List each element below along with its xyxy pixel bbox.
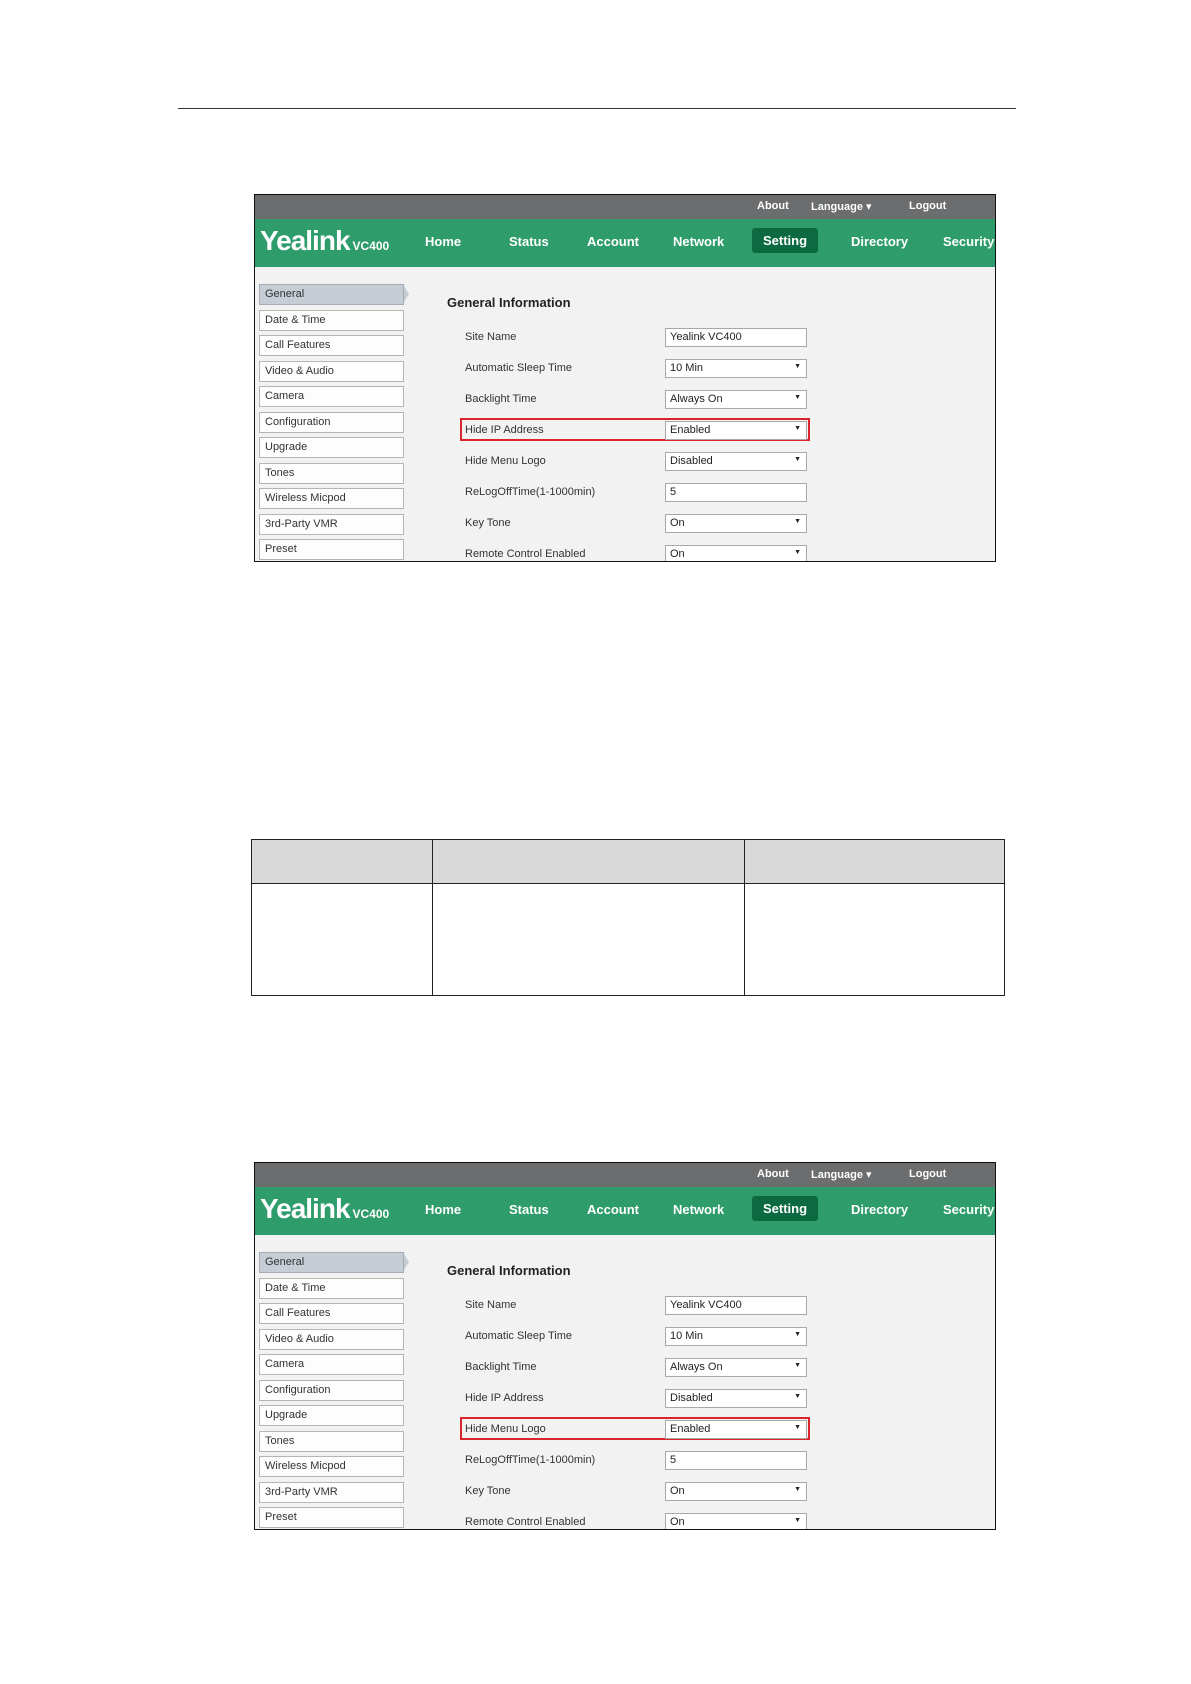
sidebar-item-preset[interactable]: Preset xyxy=(259,1507,404,1528)
label-relogofftime: ReLogOffTime(1-1000min) xyxy=(465,1454,596,1466)
main-nav xyxy=(255,1187,995,1235)
nav-directory[interactable]: Directory xyxy=(851,234,909,249)
table-header-cell xyxy=(745,840,1005,884)
table-header-cell xyxy=(252,840,433,884)
remote-control-enabled-select[interactable]: On ▼ xyxy=(665,545,807,562)
top-bar xyxy=(255,1163,995,1187)
nav-status[interactable]: Status xyxy=(509,1202,549,1217)
hide-menu-logo-select[interactable]: Enabled ▼ xyxy=(665,1420,807,1439)
sidebar-item-preset[interactable]: Preset xyxy=(259,539,404,560)
screenshot-hide-ip-address xyxy=(254,194,996,562)
site-name-input[interactable]: Yealink VC400 xyxy=(665,1296,807,1315)
backlight-time-select[interactable]: Always On ▼ xyxy=(665,390,807,409)
logout-link[interactable]: Logout xyxy=(909,200,947,212)
relogofftime-input[interactable]: 5 xyxy=(665,483,807,502)
label-site-name: Site Name xyxy=(465,331,517,343)
sidebar-item-call-features[interactable]: Call Features xyxy=(259,335,404,356)
site-name-input[interactable]: Yealink VC400 xyxy=(665,328,807,347)
screenshot-hide-menu-logo xyxy=(254,1162,996,1530)
section-title: General Information xyxy=(447,1263,571,1278)
sidebar-item-3rd-party-vmr[interactable]: 3rd-Party VMR xyxy=(259,514,404,535)
label-remote-control-enabled: Remote Control Enabled xyxy=(465,1516,586,1528)
sidebar-item-upgrade[interactable]: Upgrade xyxy=(259,437,404,458)
label-backlight-time: Backlight Time xyxy=(465,1361,537,1373)
hide-ip-address-select[interactable]: Enabled ▼ xyxy=(665,421,807,440)
relogofftime-input[interactable]: 5 xyxy=(665,1451,807,1470)
hide-ip-address-select[interactable]: Disabled ▼ xyxy=(665,1389,807,1408)
label-hide-menu-logo: Hide Menu Logo xyxy=(465,455,546,467)
sidebar-item-camera[interactable]: Camera xyxy=(259,1354,404,1375)
sidebar-item-general[interactable]: General xyxy=(259,1252,404,1273)
nav-setting[interactable]: Setting xyxy=(752,1196,818,1221)
label-relogofftime: ReLogOffTime(1-1000min) xyxy=(465,486,596,498)
about-link[interactable]: About xyxy=(757,1168,789,1180)
key-tone-select[interactable]: On ▼ xyxy=(665,514,807,533)
language-menu[interactable]: Language ▾ xyxy=(811,1169,872,1181)
label-remote-control-enabled: Remote Control Enabled xyxy=(465,548,586,560)
top-bar xyxy=(255,195,995,219)
label-hide-ip-address: Hide IP Address xyxy=(465,424,544,436)
sidebar-item-call-features[interactable]: Call Features xyxy=(259,1303,404,1324)
section-title: General Information xyxy=(447,295,571,310)
nav-home[interactable]: Home xyxy=(425,1202,462,1217)
label-site-name: Site Name xyxy=(465,1299,517,1311)
nav-setting[interactable]: Setting xyxy=(752,228,818,253)
automatic-sleep-time-select[interactable]: 10 Min ▼ xyxy=(665,1327,807,1346)
sidebar-item-general[interactable]: General xyxy=(259,284,404,305)
sidebar-item-configuration[interactable]: Configuration xyxy=(259,412,404,433)
nav-network[interactable]: Network xyxy=(673,234,725,249)
table-header-cell xyxy=(433,840,745,884)
nav-status[interactable]: Status xyxy=(509,234,549,249)
label-key-tone: Key Tone xyxy=(465,1485,511,1497)
table-cell xyxy=(745,884,1005,996)
automatic-sleep-time-select[interactable]: 10 Min ▼ xyxy=(665,359,807,378)
label-automatic-sleep-time: Automatic Sleep Time xyxy=(465,362,572,374)
sidebar-item-tones[interactable]: Tones xyxy=(259,463,404,484)
sidebar-item-date-time[interactable]: Date & Time xyxy=(259,310,404,331)
sidebar-item-upgrade[interactable]: Upgrade xyxy=(259,1405,404,1426)
sidebar-item-configuration[interactable]: Configuration xyxy=(259,1380,404,1401)
page-header-rule xyxy=(178,108,1016,109)
sidebar-item-video-audio[interactable]: Video & Audio xyxy=(259,361,404,382)
nav-security[interactable]: Security xyxy=(943,1202,995,1217)
nav-directory[interactable]: Directory xyxy=(851,1202,909,1217)
nav-network[interactable]: Network xyxy=(673,1202,725,1217)
table-cell xyxy=(433,884,745,996)
key-tone-select[interactable]: On ▼ xyxy=(665,1482,807,1501)
main-nav xyxy=(255,219,995,267)
remote-control-enabled-select[interactable]: On ▼ xyxy=(665,1513,807,1530)
label-hide-ip-address: Hide IP Address xyxy=(465,1392,544,1404)
language-menu[interactable]: Language ▾ xyxy=(811,201,872,213)
sidebar-item-camera[interactable]: Camera xyxy=(259,386,404,407)
sidebar-item-wireless-micpod[interactable]: Wireless Micpod xyxy=(259,488,404,509)
nav-security[interactable]: Security xyxy=(943,234,995,249)
backlight-time-select[interactable]: Always On ▼ xyxy=(665,1358,807,1377)
logout-link[interactable]: Logout xyxy=(909,1168,947,1180)
parameter-table xyxy=(251,839,1005,996)
sidebar-item-video-audio[interactable]: Video & Audio xyxy=(259,1329,404,1350)
hide-menu-logo-select[interactable]: Disabled ▼ xyxy=(665,452,807,471)
selected-arrow xyxy=(404,1254,409,1270)
table-row xyxy=(252,884,1005,996)
label-hide-menu-logo: Hide Menu Logo xyxy=(465,1423,546,1435)
label-key-tone: Key Tone xyxy=(465,517,511,529)
table-header-row xyxy=(252,840,1005,884)
selected-arrow xyxy=(404,286,409,302)
sidebar-item-3rd-party-vmr[interactable]: 3rd-Party VMR xyxy=(259,1482,404,1503)
sidebar-item-tones[interactable]: Tones xyxy=(259,1431,404,1452)
label-automatic-sleep-time: Automatic Sleep Time xyxy=(465,1330,572,1342)
about-link[interactable]: About xyxy=(757,200,789,212)
nav-account[interactable]: Account xyxy=(587,1202,639,1217)
sidebar-item-wireless-micpod[interactable]: Wireless Micpod xyxy=(259,1456,404,1477)
yealink-logo: Yealink VC400 xyxy=(260,225,390,256)
table-cell xyxy=(252,884,433,996)
nav-home[interactable]: Home xyxy=(425,234,462,249)
nav-account[interactable]: Account xyxy=(587,234,639,249)
label-backlight-time: Backlight Time xyxy=(465,393,537,405)
yealink-logo: Yealink VC400 xyxy=(260,1193,390,1224)
sidebar-item-date-time[interactable]: Date & Time xyxy=(259,1278,404,1299)
